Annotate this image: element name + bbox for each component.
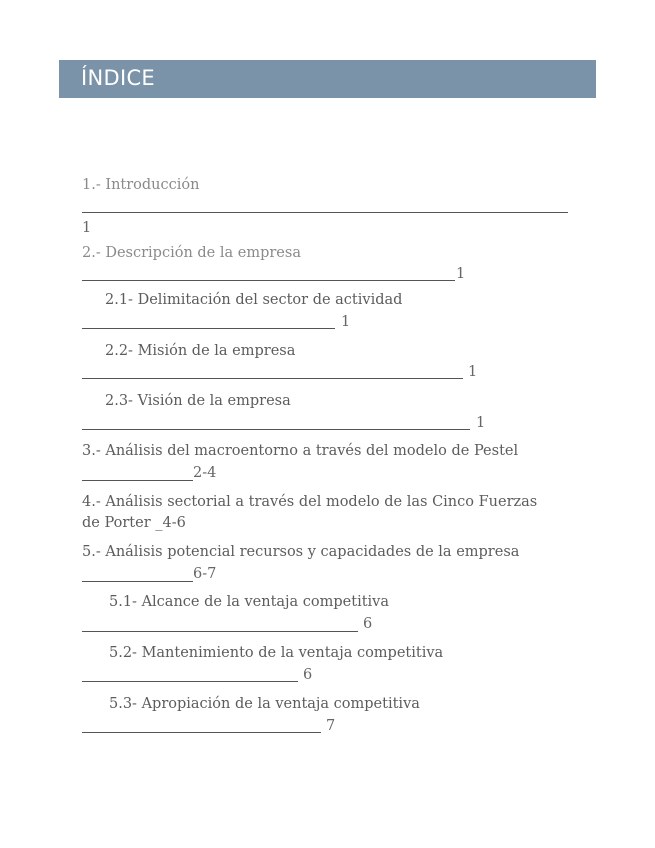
page-title: ÍNDICE: [81, 66, 155, 90]
toc-entry-label: 5.3- Apropiación de la ventaja competitiva: [109, 696, 420, 712]
leader-line: [82, 581, 193, 582]
toc-entry-label: 4.- Análisis sectorial a través del modelo de las Cinco Fuerzas: [82, 494, 538, 510]
toc-entry-label: 5.2- Mantenimiento de la ventaja competitiva: [109, 645, 444, 661]
leader-line: [82, 429, 470, 430]
toc-entry-label-continued: de Porter _4-6: [82, 515, 186, 531]
toc-entry-page: 6: [363, 616, 373, 632]
toc-entry-page: 6-7: [193, 566, 217, 582]
header-bar: [59, 60, 596, 98]
toc-entry-label: 1.- Introducción: [82, 177, 200, 193]
toc-entry-page: 1: [82, 220, 92, 236]
leader-line: [82, 212, 568, 213]
leader-line: [82, 681, 298, 682]
leader-line: [82, 480, 193, 481]
toc-entry-page: 1: [468, 364, 478, 380]
leader-line: [82, 280, 455, 281]
leader-line: [82, 378, 463, 379]
toc-entry-label: 5.1- Alcance de la ventaja competitiva: [109, 594, 390, 610]
toc-entry-page: 2-4: [193, 465, 217, 481]
toc-entry-label: 2.1- Delimitación del sector de actividad: [105, 292, 403, 308]
toc-entry-page: 1: [456, 266, 466, 282]
toc-entry-page: 6: [303, 667, 313, 683]
toc-entry-label: 2.- Descripción de la empresa: [82, 245, 301, 261]
toc-entry-label: 3.- Análisis del macroentorno a través del modelo de Pestel: [82, 443, 519, 459]
leader-line: [82, 732, 321, 733]
toc-entry-label: 5.- Análisis potencial recursos y capacidades de la empresa: [82, 544, 520, 560]
toc-entry-label: 2.3- Visión de la empresa: [105, 393, 291, 409]
leader-line: [82, 631, 358, 632]
toc-entry-page: 1: [476, 415, 486, 431]
leader-line: [82, 328, 335, 329]
toc-entry-page: 7: [326, 718, 336, 734]
toc-entry-label: 2.2- Misión de la empresa: [105, 343, 296, 359]
toc-entry-page: 1: [341, 314, 351, 330]
